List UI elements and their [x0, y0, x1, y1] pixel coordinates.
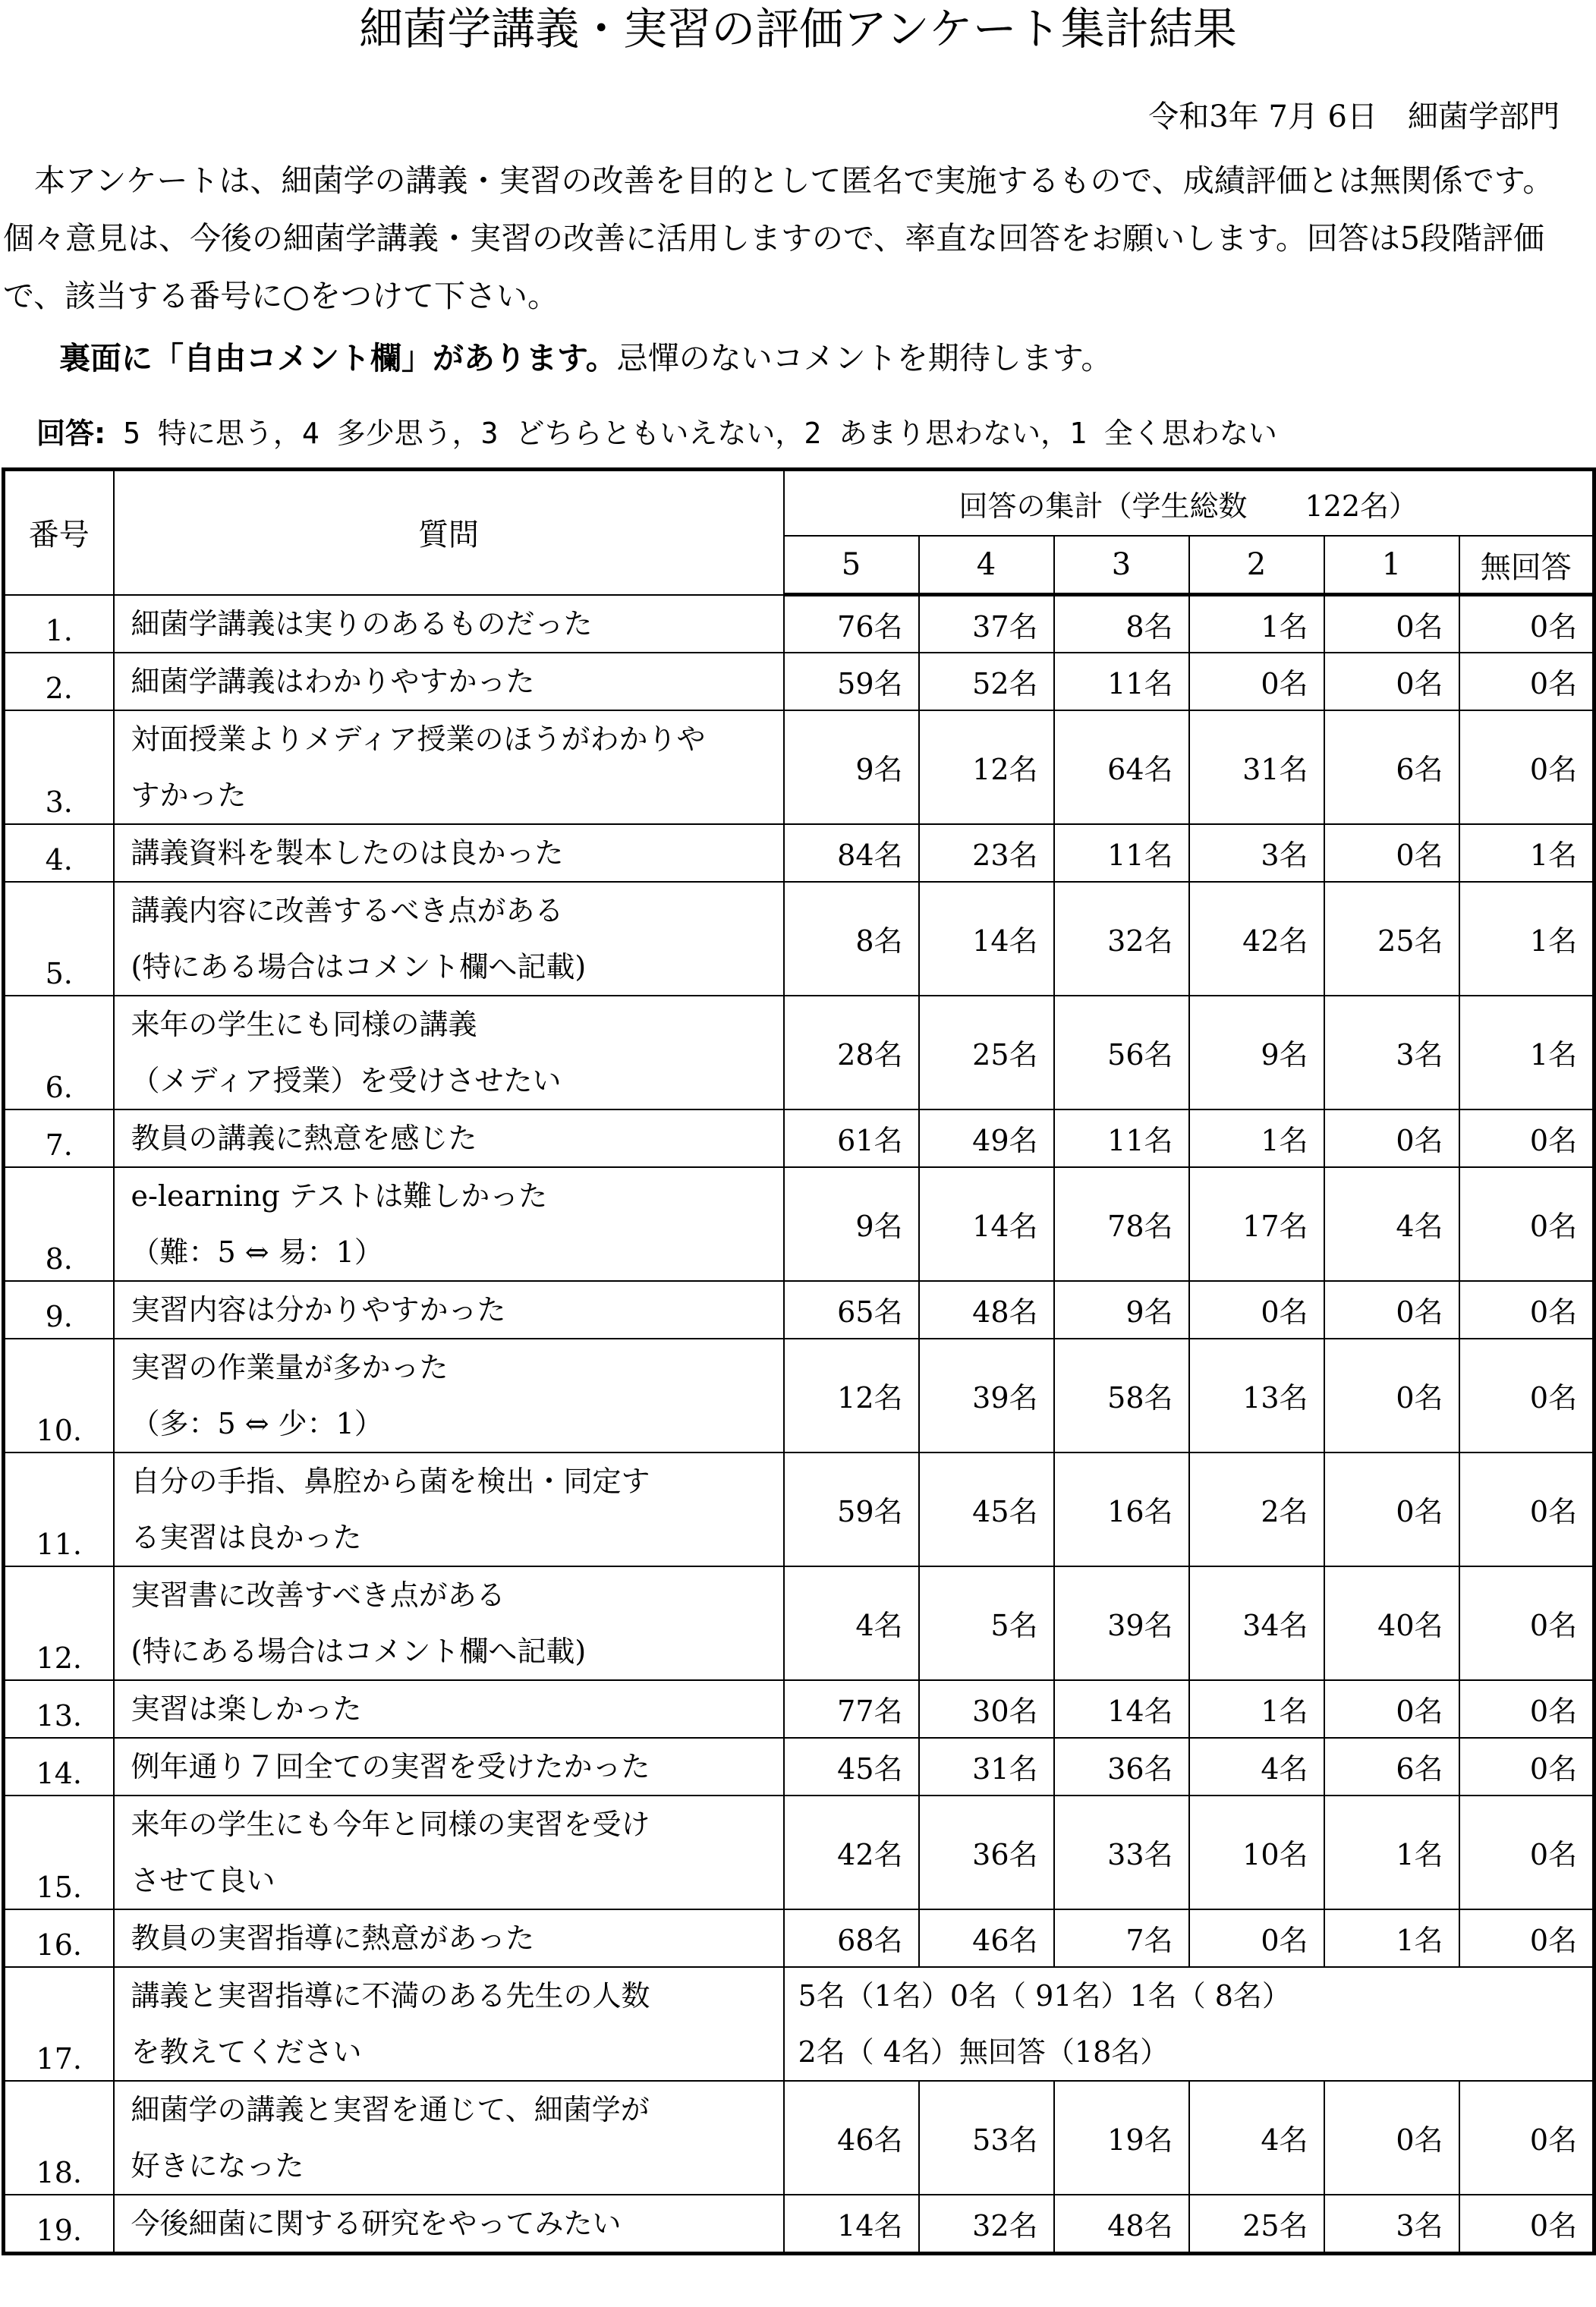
question-text [114, 824, 784, 882]
count-4: 14名 [919, 882, 1054, 996]
count-5: 12名 [784, 1339, 919, 1452]
table-row [4, 1109, 1594, 1167]
question-line: る実習は良かった [131, 1520, 362, 1554]
question-number: 11. [4, 1452, 114, 1566]
count-4: 49名 [919, 1109, 1054, 1167]
question-line: 対面授業よりメディア授業のほうがわかりや [131, 722, 706, 756]
question-line: （多：5 ⇔ 少：1） [131, 1406, 383, 1440]
page-title: 細菌学講義・実習の評価アンケート集計結果 [359, 3, 1237, 55]
comment-note [59, 335, 1112, 381]
table-row [4, 595, 1594, 653]
count-2: 17名 [1189, 1167, 1324, 1281]
question-text [114, 1680, 784, 1738]
count-2: 0名 [1189, 653, 1324, 710]
count-no-answer: 0名 [1459, 1738, 1594, 1796]
count-4: 46名 [919, 1909, 1054, 1967]
question-number: 12. [4, 1566, 114, 1680]
question-line: すかった [131, 778, 247, 812]
question-line: （難：5 ⇔ 易：1） [131, 1235, 383, 1269]
table-row [4, 1738, 1594, 1796]
question-number: 17. [4, 1967, 114, 2081]
count-4: 25名 [919, 996, 1054, 1109]
question-number: 8. [4, 1167, 114, 1281]
question-line: 教員の講義に熱意を感じた [131, 1121, 477, 1155]
count-2: 0名 [1189, 1909, 1324, 1967]
question-line: 実習の作業量が多かった [131, 1350, 449, 1384]
count-no-answer: 1名 [1459, 824, 1594, 882]
count-5: 46名 [784, 2081, 919, 2195]
count-5: 76名 [784, 595, 919, 653]
count-4: 45名 [919, 1452, 1054, 1566]
count-2: 4名 [1189, 2081, 1324, 2195]
count-no-answer: 1名 [1459, 882, 1594, 996]
count-2: 3名 [1189, 824, 1324, 882]
header-summary: 回答の集計（学生総数 122名） [784, 470, 1594, 537]
header-col-no-answer: 無回答 [1459, 536, 1594, 595]
question-line: 来年の学生にも同様の講義 [131, 1007, 477, 1041]
count-no-answer: 0名 [1459, 1339, 1594, 1452]
count-3: 78名 [1054, 1167, 1189, 1281]
table-row [4, 2081, 1594, 2195]
table-row [4, 882, 1594, 996]
count-2: 2名 [1189, 1452, 1324, 1566]
question-line: 教員の実習指導に熱意があった [131, 1921, 535, 1955]
question-text [114, 1566, 784, 1680]
count-2: 4名 [1189, 1738, 1324, 1796]
count-1: 0名 [1324, 2081, 1459, 2195]
question-line: 細菌学の講義と実習を通じて、細菌学が [131, 2092, 650, 2126]
count-4: 39名 [919, 1339, 1054, 1452]
question-line: 例年通り７回全ての実習を受けたかった [131, 1749, 650, 1783]
count-no-answer: 0名 [1459, 1796, 1594, 1909]
question-line: 講義資料を製本したのは良かった [131, 836, 564, 870]
count-2: 1名 [1189, 1109, 1324, 1167]
question-number: 1. [4, 595, 114, 653]
count-1: 0名 [1324, 1281, 1459, 1339]
question-number: 18. [4, 2081, 114, 2195]
question-line: 講義内容に改善するべき点がある [131, 893, 564, 927]
count-3: 7名 [1054, 1909, 1189, 1967]
summary-line: 5名（1名）0名（ 91名）1名（ 8名） [798, 1978, 1291, 2013]
count-3: 8名 [1054, 595, 1189, 653]
question-text [114, 710, 784, 824]
count-4: 37名 [919, 595, 1054, 653]
question-text [114, 1967, 784, 2081]
question-number: 2. [4, 653, 114, 710]
count-3: 48名 [1054, 2195, 1189, 2254]
count-3: 58名 [1054, 1339, 1189, 1452]
count-4: 12名 [919, 710, 1054, 824]
count-no-answer: 0名 [1459, 2195, 1594, 2254]
count-3: 14名 [1054, 1680, 1189, 1738]
count-4: 36名 [919, 1796, 1054, 1909]
count-2: 1名 [1189, 595, 1324, 653]
table-row [4, 1909, 1594, 1967]
count-no-answer: 0名 [1459, 1167, 1594, 1281]
count-no-answer: 0名 [1459, 1109, 1594, 1167]
question-text [114, 1109, 784, 1167]
table-row [4, 1796, 1594, 1909]
question-line: 細菌学講義は実りのあるものだった [131, 606, 593, 640]
count-2: 9名 [1189, 996, 1324, 1109]
question-text [114, 1738, 784, 1796]
count-1: 0名 [1324, 595, 1459, 653]
count-no-answer: 0名 [1459, 710, 1594, 824]
count-2: 13名 [1189, 1339, 1324, 1452]
question-line: 好きになった [131, 2148, 304, 2183]
count-no-answer: 0名 [1459, 2081, 1594, 2195]
question-text [114, 1339, 784, 1452]
question-line: 来年の学生にも今年と同様の実習を受け [131, 1807, 650, 1841]
count-5: 42名 [784, 1796, 919, 1909]
question-number: 19. [4, 2195, 114, 2254]
question-text [114, 1909, 784, 1967]
count-2: 0名 [1189, 1281, 1324, 1339]
count-4: 5名 [919, 1566, 1054, 1680]
table-row [4, 1167, 1594, 1281]
table-row [4, 1452, 1594, 1566]
question-number: 6. [4, 996, 114, 1109]
count-no-answer: 0名 [1459, 653, 1594, 710]
question-line: 講義と実習指導に不満のある先生の人数 [131, 1978, 650, 2013]
comment-note-bold: 裏面に「自由コメント欄」があります。 [59, 340, 617, 376]
count-4: 31名 [919, 1738, 1054, 1796]
count-no-answer: 0名 [1459, 1909, 1594, 1967]
count-4: 53名 [919, 2081, 1054, 2195]
count-3: 36名 [1054, 1738, 1189, 1796]
count-1: 0名 [1324, 1109, 1459, 1167]
count-5: 14名 [784, 2195, 919, 2254]
count-1: 0名 [1324, 824, 1459, 882]
count-1: 6名 [1324, 1738, 1459, 1796]
count-3: 19名 [1054, 2081, 1189, 2195]
count-5: 77名 [784, 1680, 919, 1738]
question-line: を教えてください [131, 2035, 362, 2069]
count-3: 33名 [1054, 1796, 1189, 1909]
question-text [114, 653, 784, 710]
count-5: 8名 [784, 882, 919, 996]
count-3: 64名 [1054, 710, 1189, 824]
question-line: (特にある場合はコメント欄へ記載) [131, 949, 587, 984]
question-number: 7. [4, 1109, 114, 1167]
answer-scale-label: 回答: [36, 417, 106, 450]
comment-note-rest: 忌憚のないコメントを期待します。 [616, 340, 1113, 376]
table-row [4, 1281, 1594, 1339]
table-row [4, 824, 1594, 882]
count-4: 32名 [919, 2195, 1054, 2254]
header-col-1: 1 [1324, 536, 1459, 595]
survey-results-table [2, 467, 1596, 2255]
count-no-answer: 0名 [1459, 1452, 1594, 1566]
question-text [114, 1452, 784, 1566]
count-4: 48名 [919, 1281, 1054, 1339]
question-number: 14. [4, 1738, 114, 1796]
count-5: 28名 [784, 996, 919, 1109]
count-5: 65名 [784, 1281, 919, 1339]
count-5: 84名 [784, 824, 919, 882]
header-col-3: 3 [1054, 536, 1189, 595]
count-5: 9名 [784, 1167, 919, 1281]
header-question: 質問 [114, 470, 784, 595]
question-text [114, 595, 784, 653]
count-2: 1名 [1189, 1680, 1324, 1738]
table-row [4, 1566, 1594, 1680]
answer-scale-text: 5 特に思う，4 多少思う，3 どちらともいえない，2 あまり思わない，1 全く思わない [123, 417, 1277, 450]
count-5: 4名 [784, 1566, 919, 1680]
question-number: 16. [4, 1909, 114, 1967]
intro-paragraph [3, 152, 1592, 325]
count-5: 59名 [784, 1452, 919, 1566]
table-row [4, 996, 1594, 1109]
question-text [114, 1281, 784, 1339]
count-1: 1名 [1324, 1796, 1459, 1909]
header-col-4: 4 [919, 536, 1054, 595]
count-4: 52名 [919, 653, 1054, 710]
summary-line: 2名（ 4名）無回答（18名） [798, 2035, 1169, 2069]
table-row [4, 1967, 1594, 2081]
count-1: 25名 [1324, 882, 1459, 996]
table-header [4, 470, 1594, 595]
count-3: 16名 [1054, 1452, 1189, 1566]
question-number: 3. [4, 710, 114, 824]
count-3: 11名 [1054, 824, 1189, 882]
count-5: 59名 [784, 653, 919, 710]
count-5: 68名 [784, 1909, 919, 1967]
count-4: 30名 [919, 1680, 1054, 1738]
question-line: 実習内容は分かりやすかった [131, 1292, 506, 1327]
question-text [114, 882, 784, 996]
count-3: 32名 [1054, 882, 1189, 996]
count-3: 9名 [1054, 1281, 1189, 1339]
count-4: 23名 [919, 824, 1054, 882]
count-1: 3名 [1324, 2195, 1459, 2254]
header-number: 番号 [4, 470, 114, 595]
question-line: 自分の手指、鼻腔から菌を検出・同定す [131, 1464, 650, 1498]
count-5: 9名 [784, 710, 919, 824]
count-1: 0名 [1324, 1339, 1459, 1452]
count-2: 42名 [1189, 882, 1324, 996]
count-2: 31名 [1189, 710, 1324, 824]
question-line: e-learning テストは難しかった [131, 1179, 548, 1213]
count-2: 25名 [1189, 2195, 1324, 2254]
header-col-2: 2 [1189, 536, 1324, 595]
count-3: 39名 [1054, 1566, 1189, 1680]
table-row [4, 710, 1594, 824]
question-text [114, 2081, 784, 2195]
date-line: 令和3年 7月 6日 細菌学部門 [1148, 99, 1560, 134]
count-1: 6名 [1324, 710, 1459, 824]
count-2: 34名 [1189, 1566, 1324, 1680]
count-no-answer: 1名 [1459, 996, 1594, 1109]
count-no-answer: 0名 [1459, 1281, 1594, 1339]
answer-scale [36, 411, 1277, 455]
count-3: 11名 [1054, 1109, 1189, 1167]
teacher-count-summary [784, 1967, 1594, 2081]
count-no-answer: 0名 [1459, 1566, 1594, 1680]
question-text [114, 1796, 784, 1909]
count-1: 3名 [1324, 996, 1459, 1109]
question-text [114, 2195, 784, 2254]
count-5: 61名 [784, 1109, 919, 1167]
count-1: 4名 [1324, 1167, 1459, 1281]
question-line: 実習書に改善すべき点がある [131, 1578, 505, 1612]
question-text [114, 1167, 784, 1281]
count-1: 1名 [1324, 1909, 1459, 1967]
table-row [4, 1339, 1594, 1452]
count-1: 0名 [1324, 1680, 1459, 1738]
header-col-5: 5 [784, 536, 919, 595]
question-line: 細菌学講義はわかりやすかった [131, 664, 535, 698]
table-body [4, 595, 1594, 2254]
count-4: 14名 [919, 1167, 1054, 1281]
question-number: 13. [4, 1680, 114, 1738]
count-no-answer: 0名 [1459, 1680, 1594, 1738]
count-1: 40名 [1324, 1566, 1459, 1680]
table-row [4, 2195, 1594, 2254]
table-row [4, 653, 1594, 710]
count-5: 45名 [784, 1738, 919, 1796]
question-number: 10. [4, 1339, 114, 1452]
question-number: 9. [4, 1281, 114, 1339]
question-line: (特にある場合はコメント欄へ記載) [131, 1634, 587, 1668]
question-number: 5. [4, 882, 114, 996]
question-line: 実習は楽しかった [131, 1692, 362, 1726]
table-row [4, 1680, 1594, 1738]
question-number: 15. [4, 1796, 114, 1909]
count-no-answer: 0名 [1459, 595, 1594, 653]
count-1: 0名 [1324, 1452, 1459, 1566]
count-3: 56名 [1054, 996, 1189, 1109]
count-1: 0名 [1324, 653, 1459, 710]
intro-text: 本アンケートは、細菌学の講義・実習の改善を目的として匿名で実施するもので、成績評価とは無関係です。個々意見は、今後の細菌学講義・実習の改善に活用しますので、率直な回答をお願いします。回答は5段階評価で、該当する番号に○をつけて下さい。 [3, 162, 1554, 314]
count-3: 11名 [1054, 653, 1189, 710]
question-line: 今後細菌に関する研究をやってみたい [131, 2206, 622, 2240]
question-line: させて良い [131, 1863, 275, 1897]
count-2: 10名 [1189, 1796, 1324, 1909]
question-number: 4. [4, 824, 114, 882]
question-text [114, 996, 784, 1109]
question-line: （メディア授業）を受けさせたい [131, 1063, 562, 1097]
